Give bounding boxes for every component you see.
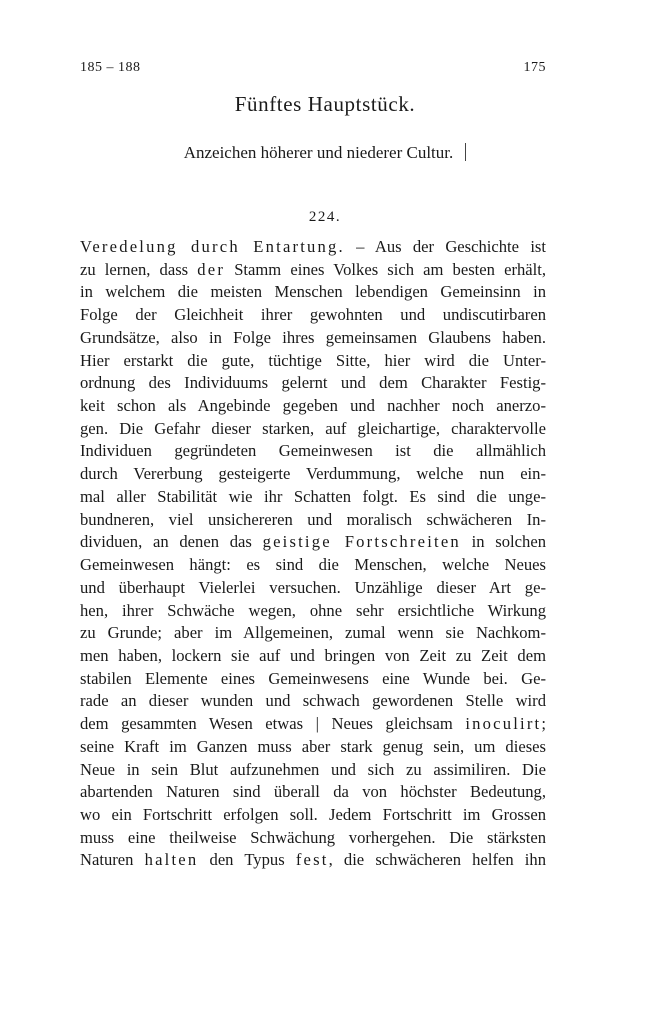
text-line	[80, 690, 546, 713]
text-segment: zu lernen, dass	[80, 259, 198, 279]
text-line	[80, 736, 546, 759]
text-line	[80, 600, 546, 623]
text-line	[80, 645, 546, 668]
chapter-subtitle: Anzeichen höherer und niederer Cultur.	[183, 143, 454, 162]
text-line	[80, 804, 546, 827]
text-segment: muss eine theilweise Schwächung vorhergehen. Die stärksten	[80, 827, 546, 847]
running-header-section-range: 185 – 188	[80, 60, 141, 75]
text-segment: bundneren, viel unsichereren und moralisch schwächeren In-	[80, 509, 546, 529]
text-segment: ;	[541, 714, 546, 734]
text-line	[80, 463, 546, 486]
text-segment: gen. Die Gefahr dieser starken, auf gleichartige, charaktervolle	[80, 418, 546, 438]
text-line	[80, 781, 546, 804]
chapter-title: Fünftes Hauptstück.	[234, 92, 416, 116]
aphorism-body	[80, 236, 546, 872]
text-segment: Naturen	[80, 850, 145, 870]
text-segment: Neue in sein Blut aufzunehmen und sich zu assimiliren. Die	[80, 759, 546, 779]
page-number: 175	[523, 60, 546, 75]
text-line	[80, 531, 546, 554]
text-line	[80, 236, 546, 259]
text-segment: keit schon als Angebinde gegeben und nachher noch anerzo-	[80, 396, 546, 416]
text-segment: und überhaupt Vielerlei versuchen. Unzählige dieser Art ge-	[80, 577, 546, 597]
text-line	[80, 281, 546, 304]
text-line	[80, 418, 546, 441]
text-line	[80, 372, 546, 395]
page-break-marker	[465, 143, 466, 161]
emphasis-spaced-text: Veredelung durch Entartung.	[80, 237, 345, 256]
text-segment: dem gesammten Wesen etwas | Neues gleichsam	[80, 714, 466, 734]
text-line	[80, 622, 546, 645]
text-line	[80, 486, 546, 509]
text-line	[80, 759, 546, 782]
text-line	[80, 577, 546, 600]
text-segment: , die schwächeren helfen ihn	[328, 850, 546, 870]
text-line	[80, 304, 546, 327]
text-segment: zu Grunde; aber im Allgemeinen, zumal wenn sie Nachkom-	[80, 623, 546, 643]
text-segment: Grundsätze, also in Folge ihres gemeinsamen Glaubens haben.	[80, 327, 546, 347]
text-segment: durch Vererbung gesteigerte Verdummung, welche nun ein-	[80, 464, 546, 484]
text-line	[80, 554, 546, 577]
text-segment: hen, ihrer Schwäche wegen, ohne sehr ersichtliche Wirkung	[80, 600, 546, 620]
text-line	[80, 827, 546, 850]
text-segment: Stamm eines Volkes sich am besten erhält,	[225, 259, 547, 279]
text-segment: abartenden Naturen sind überall da von höchster Bedeutung,	[80, 782, 546, 802]
text-segment: in welchem die meisten Menschen lebendigen Gemeinsinn in	[80, 282, 546, 302]
text-line	[80, 350, 546, 373]
text-segment: dividuen, an denen das	[80, 532, 263, 552]
text-segment: men haben, lockern sie auf und bringen von Zeit zu Zeit dem	[80, 645, 546, 665]
text-segment: Gemeinwesen hängt: es sind die Menschen, welche Neues	[80, 555, 546, 575]
text-line	[80, 713, 546, 736]
text-line	[80, 509, 546, 532]
text-segment: Folge der Gleichheit ihrer gewohnten und undiscutirbaren	[80, 305, 546, 325]
emphasis-spaced-text: inoculirt	[465, 714, 542, 734]
text-line	[80, 440, 546, 463]
emphasis-spaced-text: fest	[295, 850, 329, 870]
emphasis-spaced-text: geistige Fortschreiten	[262, 532, 461, 552]
chapter-subtitle-wrapper	[0, 143, 650, 163]
text-line	[80, 849, 546, 872]
text-segment: rade an dieser wunden und schwach gewordenen Stelle wird	[80, 691, 546, 711]
text-line	[80, 395, 546, 418]
text-segment: Individuen gegründeten Gemeinwesen ist die allmählich	[80, 441, 546, 461]
emphasis-spaced-text: halten	[144, 850, 199, 870]
text-segment: Hier erstarkt die gute, tüchtige Sitte, hier wird die Unter-	[80, 350, 546, 370]
text-segment: wo ein Fortschritt erfolgen soll. Jedem Fortschritt im Grossen	[80, 804, 546, 824]
text-line	[80, 327, 546, 350]
text-line	[80, 259, 546, 282]
text-line	[80, 668, 546, 691]
text-segment: ordnung des Individuums gelernt und dem Charakter Festig-	[80, 373, 546, 393]
text-segment: mal aller Stabilität wie ihr Schatten folgt. Es sind die unge-	[80, 486, 546, 506]
text-segment: stabilen Elemente eines Gemeinwesens eine Wunde bei. Ge-	[80, 668, 546, 688]
emphasis-spaced-text: der	[197, 259, 226, 279]
text-segment: den Typus	[198, 850, 296, 870]
text-segment: in solchen	[460, 532, 546, 552]
aphorism-number: 224.	[308, 209, 342, 225]
text-segment: seine Kraft im Ganzen muss aber stark genug sein, um dieses	[80, 736, 546, 756]
text-segment: – Aus der Geschichte ist	[344, 237, 546, 256]
